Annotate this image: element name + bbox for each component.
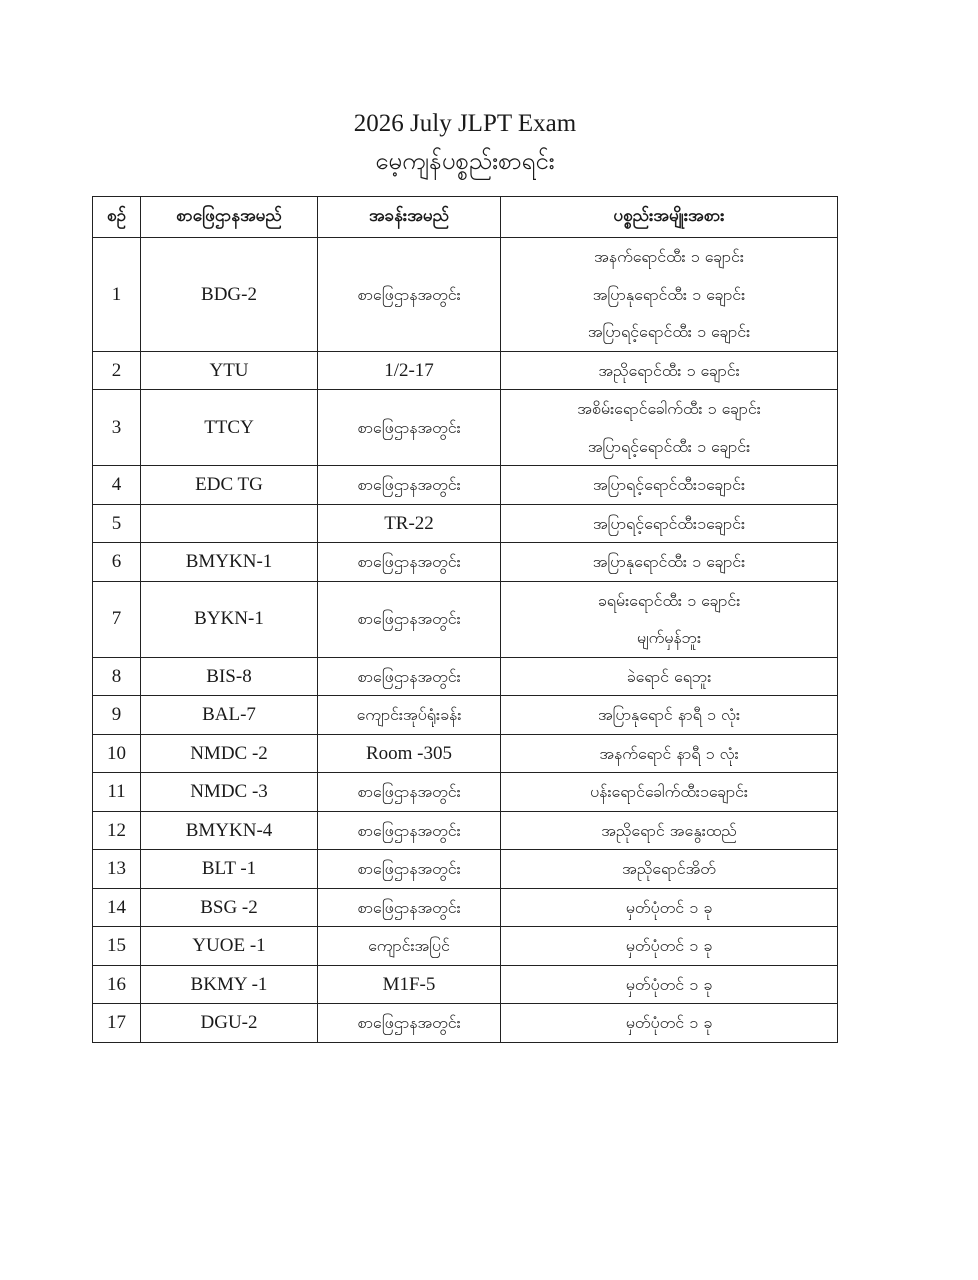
serial-cell xyxy=(93,657,141,696)
item-type-cell xyxy=(501,657,838,696)
room-cell-text: ကျောင်းအုပ်ရုံးခန်း xyxy=(356,705,462,724)
exam-center-cell xyxy=(141,581,318,657)
item-line: ခဲရောင် ရေဘူး xyxy=(626,666,712,686)
room-cell-text: စာဖြေဌာနအတွင်း xyxy=(357,552,461,571)
serial-cell xyxy=(93,888,141,927)
item-line: အပြာနုရောင် နာရီ ၁ လုံး xyxy=(597,705,741,724)
serial-cell-text: 12 xyxy=(107,819,126,841)
serial-cell-text: 7 xyxy=(111,608,122,630)
table-row xyxy=(93,657,838,696)
lost-items-table xyxy=(92,196,838,1043)
room-cell-text: TR-22 xyxy=(384,512,434,534)
item-line: ခရမ်းရောင်ထီး ၁ ချောင်း xyxy=(597,590,741,610)
item-type-cell xyxy=(501,811,838,850)
item-type-cell xyxy=(501,965,838,1004)
table-row xyxy=(93,811,838,850)
serial-cell xyxy=(93,965,141,1004)
table-row xyxy=(93,850,838,889)
item-line: အပြာရင့်ရောင်ထီး ၁ ချောင်း xyxy=(587,322,751,341)
item-line: မှတ်ပုံတင် ၁ ခု xyxy=(625,974,713,994)
exam-center-cell-text: BIS-8 xyxy=(206,665,252,687)
item-line: အနက်ရောင် နာရီ ၁ လုံး xyxy=(599,743,739,763)
room-cell xyxy=(318,238,501,352)
serial-cell-text: 14 xyxy=(107,896,126,918)
exam-center-cell-text xyxy=(145,505,313,543)
room-cell xyxy=(318,734,501,773)
room-cell xyxy=(318,390,501,466)
item-line: ပန်းရောင်ခေါက်ထီး၁ချောင်း xyxy=(590,782,748,801)
exam-center-cell-text: BMYKN-4 xyxy=(185,819,273,841)
serial-cell-text: 1 xyxy=(111,283,122,305)
room-cell xyxy=(318,657,501,696)
serial-cell-text: 16 xyxy=(107,973,126,995)
item-type-cell xyxy=(501,773,838,812)
serial-cell xyxy=(93,696,141,735)
serial-cell-text: 8 xyxy=(111,665,122,687)
table-row xyxy=(93,734,838,773)
table-row xyxy=(93,466,838,505)
item-line: မှတ်ပုံတင် ၁ ခု xyxy=(625,1013,713,1032)
room-cell-text: စာဖြေဌာနအတွင်း xyxy=(357,897,461,917)
serial-cell-text: 17 xyxy=(107,1012,126,1033)
serial-cell xyxy=(93,734,141,773)
item-type-cell xyxy=(501,390,838,466)
exam-center-cell-text: BMYKN-1 xyxy=(185,551,273,572)
item-line: အပြာရင့်ရောင်ထီး၁ချောင်း xyxy=(592,475,746,494)
serial-cell-text: 6 xyxy=(111,551,122,572)
exam-center-cell xyxy=(141,351,318,390)
serial-cell-text: 11 xyxy=(107,781,126,802)
item-type-cell xyxy=(501,466,838,505)
header-serial: စဉ် xyxy=(93,197,141,238)
table-row xyxy=(93,888,838,927)
serial-cell-text: 15 xyxy=(107,935,126,956)
serial-cell-text: 9 xyxy=(111,704,122,725)
serial-cell xyxy=(93,351,141,390)
exam-center-cell-text: NMDC -2 xyxy=(190,742,268,764)
exam-center-cell xyxy=(141,657,318,696)
table-body xyxy=(93,238,838,1043)
room-cell xyxy=(318,581,501,657)
room-cell xyxy=(318,965,501,1004)
exam-center-cell xyxy=(141,734,318,773)
room-cell xyxy=(318,773,501,812)
exam-center-cell xyxy=(141,773,318,812)
item-line: မှတ်ပုံတင် ၁ ခု xyxy=(625,936,713,955)
exam-center-cell xyxy=(141,238,318,352)
header-exam-center: စာဖြေဌာနအမည် xyxy=(141,197,318,238)
table-row xyxy=(93,696,838,735)
item-type-cell xyxy=(501,888,838,927)
exam-center-cell xyxy=(141,850,318,889)
document-subtitle: မေ့ကျန်ပစ္စည်းစာရင်း xyxy=(375,147,555,175)
item-line: အပြာနုရောင်ထီး ၁ ချောင်း xyxy=(592,284,746,304)
room-cell xyxy=(318,1004,501,1043)
item-type-cell xyxy=(501,734,838,773)
exam-center-cell xyxy=(141,390,318,466)
room-cell xyxy=(318,850,501,889)
serial-cell xyxy=(93,504,141,543)
exam-center-cell xyxy=(141,811,318,850)
exam-center-cell xyxy=(141,504,318,543)
exam-center-cell xyxy=(141,543,318,582)
item-line: အစိမ်းရောင်ခေါက်ထီး ၁ ချောင်း xyxy=(577,399,761,418)
serial-cell xyxy=(93,543,141,582)
room-cell-text: စာဖြေဌာနအတွင်း xyxy=(357,820,461,840)
item-line: မှတ်ပုံတင် ၁ ခု xyxy=(625,897,713,917)
room-cell-text: Room -305 xyxy=(365,742,453,764)
serial-cell xyxy=(93,811,141,850)
item-type-cell xyxy=(501,504,838,543)
exam-center-cell xyxy=(141,888,318,927)
serial-cell-text: 13 xyxy=(107,858,126,879)
table-row xyxy=(93,927,838,966)
item-line: အနက်ရောင်ထီး ၁ ချောင်း xyxy=(594,247,744,266)
item-type-cell xyxy=(501,581,838,657)
room-cell-text: စာဖြေဌာနအတွင်း xyxy=(357,284,461,304)
table-row xyxy=(93,773,838,812)
exam-center-cell xyxy=(141,965,318,1004)
room-cell xyxy=(318,888,501,927)
item-line: အညိုရောင်ထီး ၁ ချောင်း xyxy=(598,360,740,380)
serial-cell-text: 5 xyxy=(111,512,122,534)
exam-center-cell xyxy=(141,466,318,505)
table-row xyxy=(93,543,838,582)
table-header-row xyxy=(93,197,838,238)
serial-cell xyxy=(93,1004,141,1043)
item-line: အပြာရင့်ရောင်ထီး၁ချောင်း xyxy=(592,513,746,533)
serial-cell xyxy=(93,773,141,812)
exam-center-cell-text: NMDC -3 xyxy=(190,781,268,802)
room-cell-text: စာဖြေဌာနအတွင်း xyxy=(357,782,461,801)
room-cell-text: စာဖြေဌာနအတွင်း xyxy=(357,417,461,437)
table-row xyxy=(93,238,838,352)
header-item-type: ပစ္စည်းအမျိုးအစား xyxy=(501,197,838,238)
exam-center-cell-text: YTU xyxy=(209,359,249,381)
exam-center-cell xyxy=(141,927,318,966)
item-type-cell xyxy=(501,696,838,735)
room-cell-text: 1/2-17 xyxy=(384,359,434,381)
room-cell xyxy=(318,543,501,582)
exam-center-cell-text: BSG -2 xyxy=(200,896,258,918)
item-type-cell xyxy=(501,238,838,352)
item-line: အပြာရင့်ရောင်ထီး ၁ ချောင်း xyxy=(587,436,751,456)
exam-center-cell-text: TTCY xyxy=(204,416,254,438)
serial-cell-text: 4 xyxy=(111,474,122,495)
item-line: အညိုရောင် အနွေးထည် xyxy=(601,820,737,840)
room-cell xyxy=(318,504,501,543)
item-line: မျက်မှန်ဘူး xyxy=(636,628,702,647)
exam-center-cell xyxy=(141,1004,318,1043)
item-type-cell xyxy=(501,543,838,582)
exam-center-cell-text: BDG-2 xyxy=(201,283,257,305)
exam-center-cell-text: BAL-7 xyxy=(202,704,256,725)
room-cell-text: ကျောင်းအပြင် xyxy=(368,936,450,955)
room-cell-text: M1F-5 xyxy=(382,973,436,995)
header-room: အခန်းအမည် xyxy=(318,197,501,238)
room-cell xyxy=(318,927,501,966)
item-line: အပြာနုရောင်ထီး ၁ ချောင်း xyxy=(592,552,746,571)
item-type-cell xyxy=(501,927,838,966)
exam-center-cell-text: YUOE -1 xyxy=(192,935,266,956)
serial-cell xyxy=(93,390,141,466)
room-cell xyxy=(318,466,501,505)
item-line: အညိုရောင်အိတ် xyxy=(622,859,716,878)
serial-cell xyxy=(93,238,141,352)
room-cell-text: စာဖြေဌာနအတွင်း xyxy=(357,666,461,686)
serial-cell-text: 2 xyxy=(111,359,122,381)
room-cell xyxy=(318,811,501,850)
room-cell-text: စာဖြေဌာနအတွင်း xyxy=(357,859,461,878)
serial-cell xyxy=(93,581,141,657)
serial-cell xyxy=(93,850,141,889)
document-title: 2026 July JLPT Exam xyxy=(353,110,577,137)
room-cell-text: စာဖြေဌာနအတွင်း xyxy=(357,609,461,629)
serial-cell xyxy=(93,466,141,505)
serial-cell-text: 3 xyxy=(111,416,122,438)
serial-cell xyxy=(93,927,141,966)
room-cell xyxy=(318,696,501,735)
table-row xyxy=(93,504,838,543)
exam-center-cell-text: BKMY -1 xyxy=(190,973,268,995)
item-type-cell xyxy=(501,351,838,390)
table-row xyxy=(93,965,838,1004)
table-row xyxy=(93,390,838,466)
room-cell xyxy=(318,351,501,390)
exam-center-cell-text: BLT -1 xyxy=(201,858,257,879)
exam-center-cell-text: BYKN-1 xyxy=(194,608,264,630)
table-row xyxy=(93,581,838,657)
table-row xyxy=(93,351,838,390)
room-cell-text: စာဖြေဌာနအတွင်း xyxy=(357,1013,461,1032)
item-type-cell xyxy=(501,850,838,889)
serial-cell-text: 10 xyxy=(107,742,126,764)
exam-center-cell-text: DGU-2 xyxy=(200,1012,258,1033)
exam-center-cell-text: EDC TG xyxy=(195,474,263,495)
exam-center-cell xyxy=(141,696,318,735)
item-type-cell xyxy=(501,1004,838,1043)
table-row xyxy=(93,1004,838,1043)
room-cell-text: စာဖြေဌာနအတွင်း xyxy=(357,475,461,494)
